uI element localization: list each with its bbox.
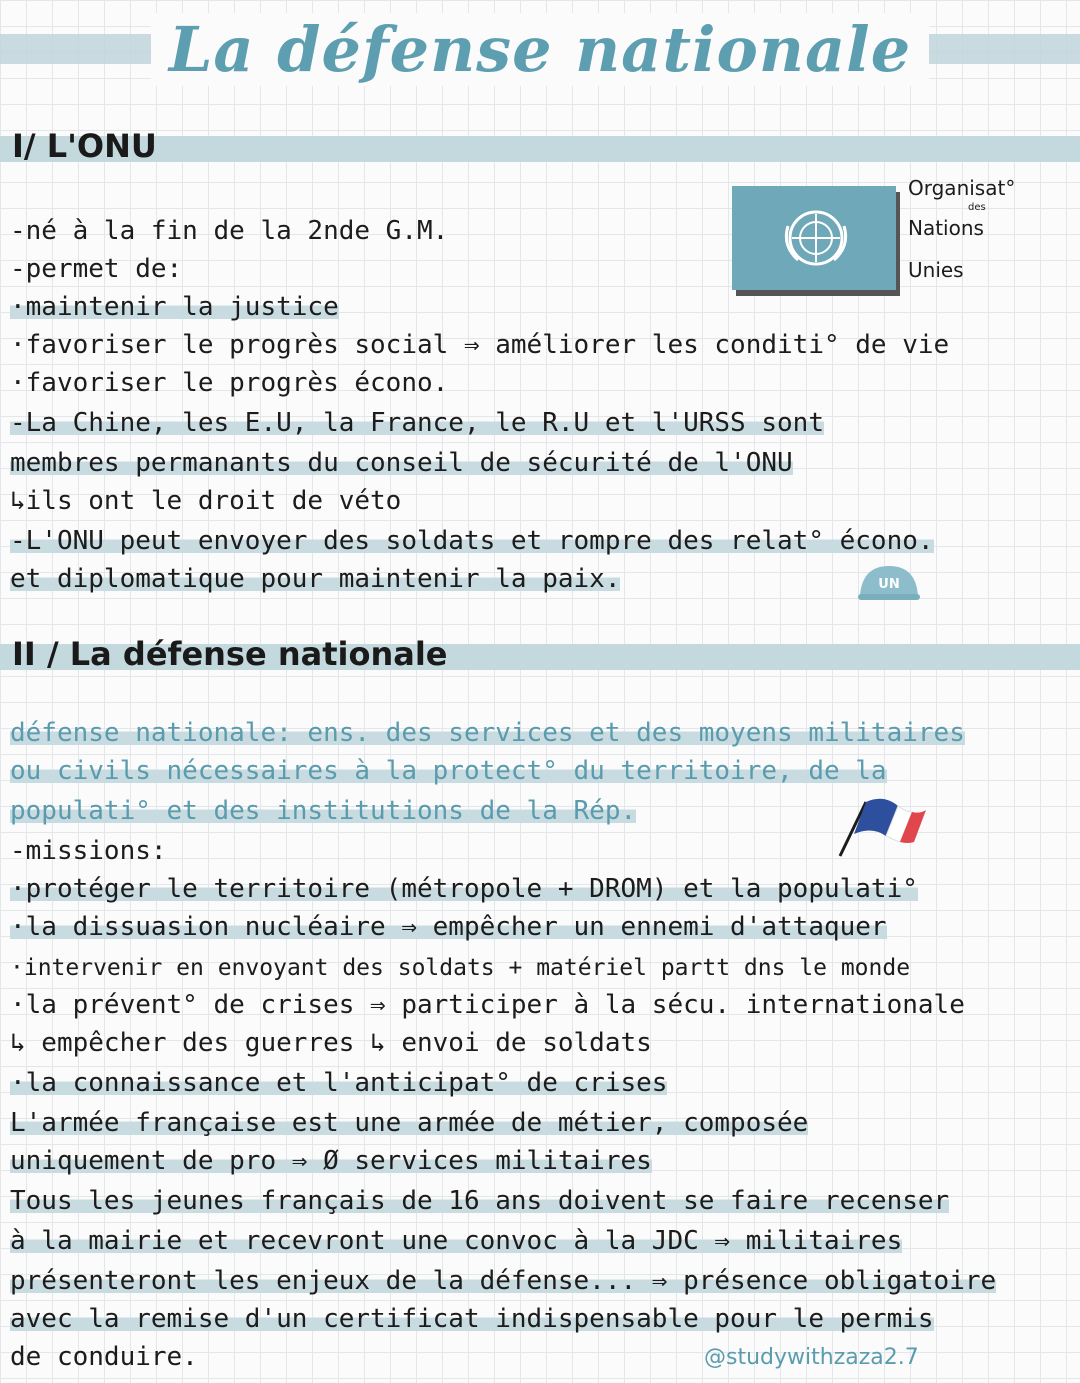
french-flag-icon	[836, 796, 928, 860]
section2-line-text: uniquement de pro ⇒ Ø services militaires	[10, 1146, 652, 1176]
section2-line	[10, 1300, 934, 1338]
section2-line	[10, 948, 910, 987]
section2-line-text: à la mairie et recevront une convoc à la JDC ⇒ militaires	[10, 1226, 903, 1256]
un-helmet-icon	[856, 562, 922, 602]
section1-line	[10, 560, 620, 598]
definition-line	[10, 752, 887, 790]
section2-line-text: ·la dissuasion nucléaire ⇒ empêcher un ennemi d'attaquer	[10, 912, 887, 942]
section1-line: -né à la fin de la 2nde G.M.	[10, 216, 449, 246]
un-caption-line-4: Unies	[908, 258, 964, 282]
un-flag-icon	[732, 186, 902, 298]
definition-line-text: populati° et des institutions de la Rép.	[10, 796, 637, 826]
section2-line-text: L'armée française est une armée de métier, composée	[10, 1108, 809, 1138]
section2-line	[10, 1142, 652, 1180]
definition-line-text: défense nationale: ens. des services et des moyens militaires	[10, 718, 965, 748]
section2-line-text: présenteront les enjeux de la défense... ⇒ présence obligatoire	[10, 1266, 997, 1296]
page-title	[0, 0, 1080, 100]
section2-line	[10, 1222, 902, 1260]
section1-line-text: membres permanants du conseil de sécurité de l'ONU	[10, 448, 793, 478]
section1-line: ·favoriser le progrès écono.	[10, 368, 449, 398]
section1-line	[10, 288, 339, 326]
definition-line	[10, 792, 636, 830]
section1-line	[10, 444, 793, 482]
definition-line	[10, 714, 965, 752]
section1-line: -permet de:	[10, 254, 183, 284]
section2-line	[10, 870, 918, 908]
section1-line-text: -L'ONU peut envoyer des soldats et rompre des relat° écono.	[10, 526, 934, 556]
section1-line-text: et diplomatique pour maintenir la paix.	[10, 564, 621, 594]
definition-line-text: ou civils nécessaires à la protect° du territoire, de la	[10, 756, 887, 786]
section2-heading: II / La défense nationale	[12, 635, 448, 673]
section1-line	[10, 404, 824, 442]
section2-line	[10, 1104, 808, 1142]
section1-band	[0, 136, 1080, 162]
section2-line	[10, 1262, 996, 1300]
section2-line	[10, 1064, 667, 1102]
section1-line-text: -La Chine, les E.U, la France, le R.U et l'URSS sont	[10, 408, 824, 438]
section2-line	[10, 908, 887, 946]
helmet-label: UN	[878, 577, 900, 592]
un-caption-line-3: Nations	[908, 216, 984, 240]
un-caption-line-2: des	[968, 202, 986, 213]
page-title-text: La défense nationale	[151, 13, 929, 86]
section2-line: de conduire.	[10, 1342, 198, 1372]
section2-line-text: Tous les jeunes français de 16 ans doivent se faire recenser	[10, 1186, 950, 1216]
section1-line: ↳ils ont le droit de véto	[10, 486, 402, 516]
un-caption-line-1: Organisat°	[908, 176, 1016, 200]
section1-line: ·favoriser le progrès social ⇒ améliorer les conditi° de vie	[10, 330, 950, 360]
section2-line: ↳ empêcher des guerres ↳ envoi de soldats	[10, 1028, 652, 1058]
section2-line-text: ·intervenir en envoyant des soldats + matériel partt dns le monde	[10, 955, 911, 981]
section1-line-text: ·maintenir la justice	[10, 292, 339, 322]
section2-line-text: avec la remise d'un certificat indispensable pour le permis	[10, 1304, 934, 1334]
section1-line	[10, 522, 934, 560]
section2-line: ·la prévent° de crises ⇒ participer à la sécu. internationale	[10, 990, 965, 1020]
section2-line: -missions:	[10, 836, 167, 866]
section2-line	[10, 1182, 949, 1220]
section2-line-text: ·la connaissance et l'anticipat° de crises	[10, 1068, 668, 1098]
author-signature: @studywithzaza2.7	[704, 1345, 919, 1370]
section1-heading: I/ L'ONU	[12, 127, 157, 165]
section2-line-text: ·protéger le territoire (métropole + DROM) et la populati°	[10, 874, 918, 904]
